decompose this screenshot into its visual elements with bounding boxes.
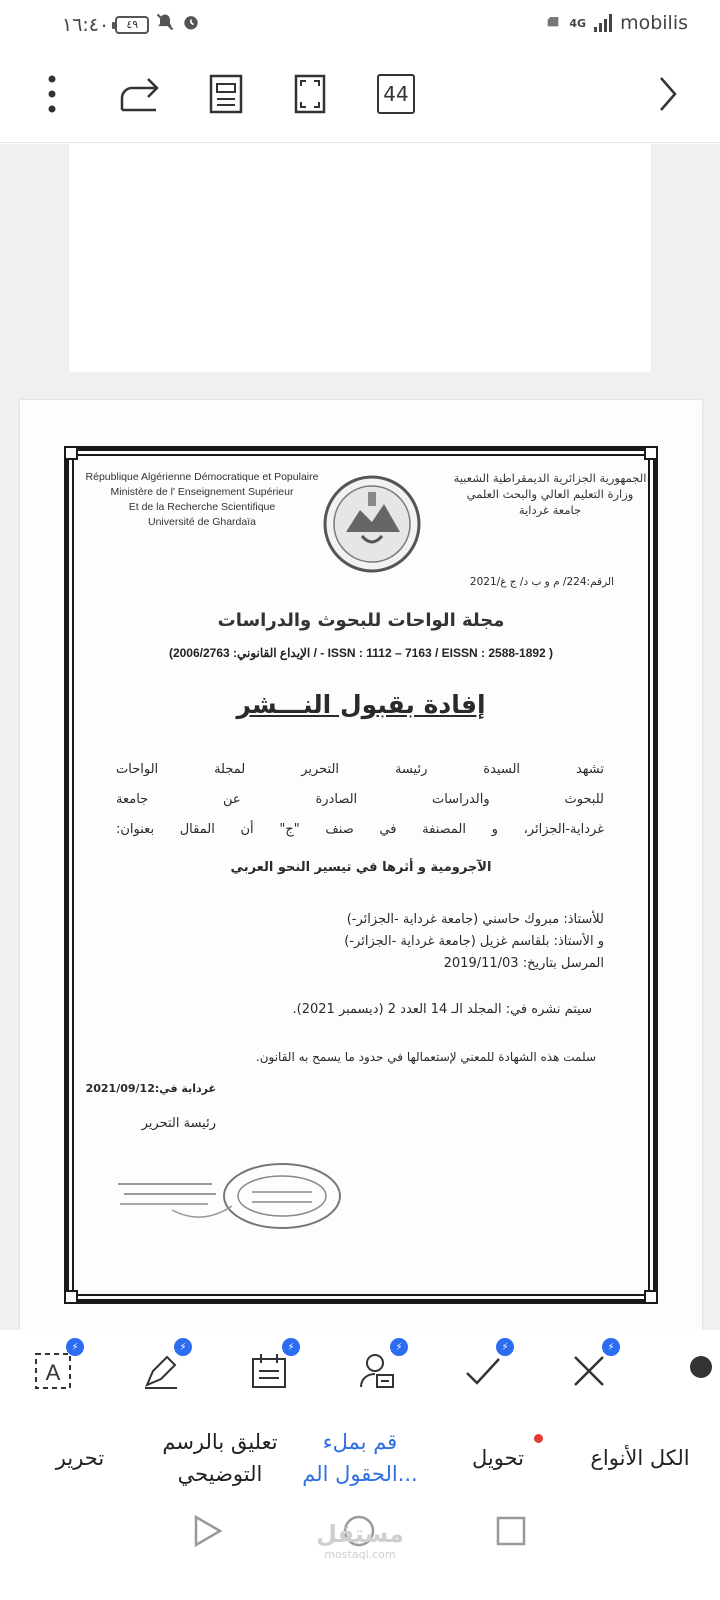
ar-header-line: جامعة غرداية: [518, 503, 582, 517]
status-left: [62, 12, 201, 37]
fullscreen-icon[interactable]: [286, 70, 334, 118]
share-icon[interactable]: [116, 70, 164, 118]
watermark-sub: mostaql.com: [324, 1548, 396, 1561]
premium-badge-icon: ⚡: [602, 1338, 620, 1356]
premium-badge-icon: ⚡: [282, 1338, 300, 1356]
body-line: غرداية-الجزائر، و المصنفة في صنف "ج" أن المقال بعنوان:: [116, 822, 604, 837]
fr-header-line: Et de la Recherche Scientifique: [128, 501, 276, 513]
color-dot-icon[interactable]: [690, 1356, 712, 1378]
premium-badge-icon: ⚡: [66, 1338, 84, 1356]
fr-header-line: République Algérienne Démocratique et Populaire: [85, 471, 319, 483]
frame-corner: [644, 1290, 658, 1304]
sim-icon: [545, 13, 561, 34]
university-logo: [322, 474, 422, 574]
fr-header-line: Université de Ghardaïa: [148, 516, 256, 528]
checkmark-icon[interactable]: [458, 1341, 509, 1394]
author-two: و الأستاذ: بلقاسم غزيل (جامعة غرداية -الجزائر-): [344, 934, 604, 949]
ar-header-line: وزارة التعليم العالي والبحث العلمي: [466, 487, 634, 501]
signatory-title: رئيسة التحرير: [141, 1116, 216, 1131]
publish-info: سيتم نشره في: المجلد الـ 14 العدد 2 (ديسمبر 2021).: [292, 1002, 592, 1017]
body-line: تشهد السيدة رئيسة التحرير لمجلة الواحات: [116, 762, 604, 777]
viewer-toolbar: [0, 48, 720, 143]
ar-header-line: الجمهورية الجزائرية الديمقراطية الشعبية: [453, 471, 647, 485]
tab-annotate-line2: التوضيحي: [177, 1462, 263, 1486]
reference-number: الرقم:224/ م و ب د/ ج غ/2021: [469, 576, 614, 588]
reading-mode-icon[interactable]: [202, 70, 250, 118]
arabic-header: [440, 470, 660, 518]
previous-page[interactable]: [69, 144, 651, 372]
more-vert-icon[interactable]: [28, 70, 76, 118]
certificate-page[interactable]: [20, 400, 702, 1334]
bottom-nav: [0, 1410, 720, 1506]
premium-badge-icon: ⚡: [496, 1338, 514, 1356]
back-triangle-icon[interactable]: [190, 1514, 224, 1552]
next-arrow-icon[interactable]: [644, 70, 692, 118]
status-time: ١٦:٤٠: [62, 13, 110, 36]
page-count-label: 44: [383, 82, 409, 106]
tab-all-types[interactable]: [570, 1410, 710, 1506]
tab-fill-forms[interactable]: [290, 1410, 430, 1506]
status-bar: [0, 0, 720, 48]
battery-icon: ٤٩: [115, 16, 149, 34]
svg-text:A: A: [45, 1360, 61, 1385]
premium-badge-icon: ⚡: [174, 1338, 192, 1356]
date-place: غرداية في:2021/09/12: [85, 1082, 216, 1095]
tab-annotate-line1: تعليق بالرسم: [162, 1430, 278, 1454]
cross-icon[interactable]: [564, 1341, 615, 1394]
official-stamp: [112, 1156, 352, 1236]
notification-dot: [534, 1434, 543, 1443]
status-right: [545, 12, 688, 34]
tab-fill-forms-line2: الحقول الم...: [302, 1462, 418, 1486]
sign-user-icon[interactable]: [352, 1341, 403, 1394]
author-one: للأستاذ: مبروك حاسني (جامعة غرداية -الجزائر-): [346, 912, 604, 927]
form-calendar-icon[interactable]: [244, 1341, 295, 1394]
tab-convert-label: تحويل: [472, 1446, 524, 1470]
network-type: 4G: [569, 16, 587, 30]
page-count-icon: [377, 74, 415, 114]
tab-edit[interactable]: [30, 1410, 130, 1506]
sent-date: المرسل بتاريخ: 2019/11/03: [443, 956, 604, 971]
tab-edit-label: تحرير: [55, 1446, 105, 1470]
draw-pen-icon[interactable]: [136, 1341, 187, 1394]
mute-icon: [155, 12, 175, 37]
frame-corner: [64, 1290, 78, 1304]
document-viewer[interactable]: [0, 144, 720, 1350]
french-header: [82, 470, 322, 530]
watermark: [300, 1520, 420, 1561]
frame-corner: [644, 446, 658, 460]
tab-convert[interactable]: [448, 1410, 548, 1506]
signal-icon: [594, 14, 612, 32]
edit-tools-bar: [0, 1330, 720, 1410]
premium-badge-icon: ⚡: [390, 1338, 408, 1356]
recents-square-icon[interactable]: [494, 1514, 528, 1552]
carrier-name: mobilis: [620, 12, 688, 34]
page-count-button[interactable]: [372, 70, 420, 118]
tab-fill-forms-line1: قم بملء: [322, 1430, 398, 1454]
legal-deposit: (الإيداع القانوني: 2006/2763 / - ISSN : 1112 – 7163 / EISSN : 2588-1892 ): [168, 646, 554, 660]
alarm-icon: [181, 12, 201, 37]
certificate-title: إفادة بقبول النـــشر: [236, 690, 486, 719]
tab-annotate[interactable]: [150, 1410, 290, 1506]
watermark-text: مستقل: [316, 1520, 404, 1548]
journal-name: مجلة الواحات للبحوث والدراسات: [217, 610, 505, 631]
fr-header-line: Ministère de l' Enseignement Supérieur: [110, 486, 294, 498]
tab-all-types-label: الكل الأنواع: [590, 1446, 690, 1470]
article-title: الآجرومية و أثرها في تيسير النحو العربي: [230, 860, 492, 875]
delivery-note: سلمت هذه الشهادة للمعني لإستعمالها في حدود ما يسمح به القانون.: [255, 1050, 596, 1064]
frame-corner: [64, 446, 78, 460]
body-line: للبحوث والدراسات الصادرة عن جامعة: [116, 792, 604, 807]
text-recognition-icon[interactable]: [28, 1341, 79, 1394]
